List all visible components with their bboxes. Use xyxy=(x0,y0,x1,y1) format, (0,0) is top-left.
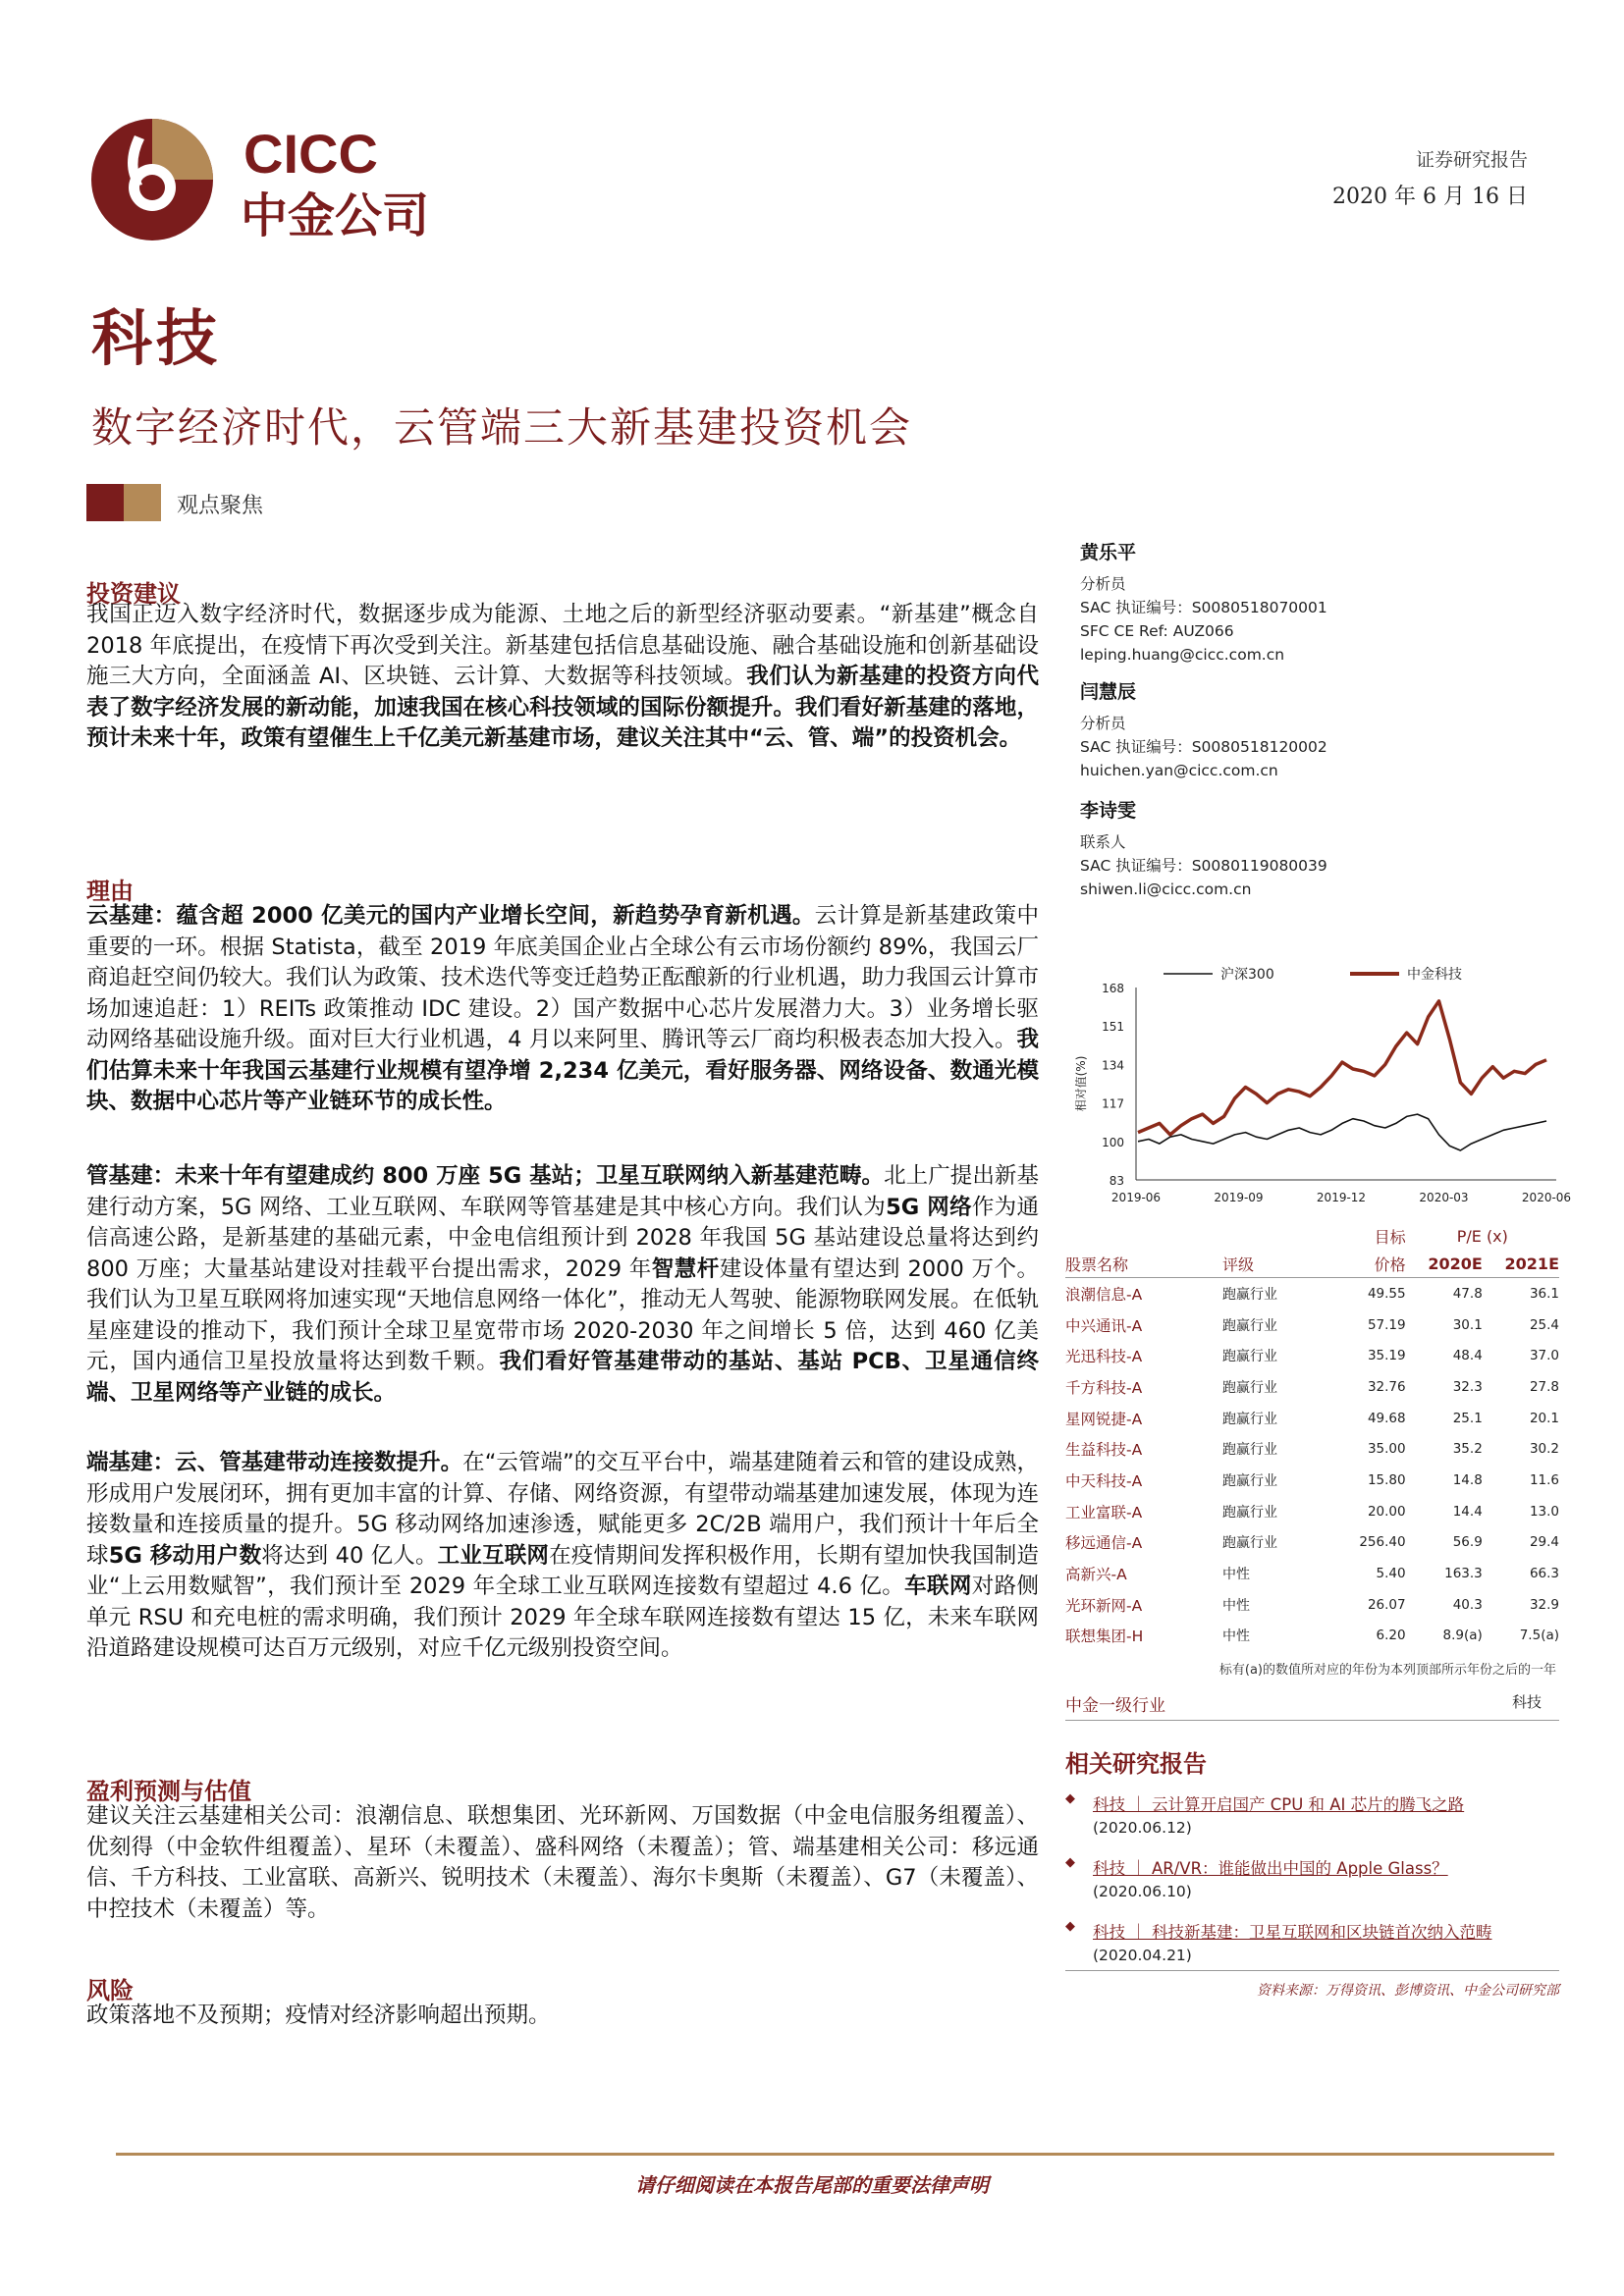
pipe-bold: 管基建：未来十年有望建成约 800 万座 5G 基站；卫星互联网纳入新基建范畴。 xyxy=(86,1163,885,1189)
pipe-text2: 作为通信高速公路，是新基建的基础元素，中金电信组预计到 2028 年我国 5G 基站建设总量将达到约 800 万座；大量基站建设对挂载平台提出需求，2029 年 xyxy=(86,1194,1039,1282)
stock-target-price: 35.19 xyxy=(1367,1348,1406,1364)
table-row xyxy=(1065,1465,1559,1496)
analyst-role: 分析员 xyxy=(1080,715,1126,732)
tag-label: 观点聚焦 xyxy=(177,494,264,518)
invest-bold: 我们认为新基建的投资方向代表了数字经济发展的新动能，加速我国在核心科技领域的国际份额提升。我们看好新基建的落地，预计未来十年，政策有望催生上千亿美元新基建市场，建议关注其中“云、管、端”的投资机会。 xyxy=(86,664,1039,751)
stock-rating: 中性 xyxy=(1222,1629,1250,1645)
section-heading-reason: 理由 xyxy=(86,878,134,905)
stock-name: 光迅科技-A xyxy=(1065,1348,1143,1366)
x-tick-label: 2020-06 xyxy=(1521,1191,1572,1204)
edge-text4: 对路侧单元 RSU 和充电桩的需求明确，我们预计 2029 年全球车联网连接数有望达 15 亿，未来车联网沿道路建设规模可达百万元级别，对应千亿元级别投资空间。 xyxy=(86,1574,1039,1661)
table-row xyxy=(1065,1340,1559,1371)
related-report-link[interactable]: 科技 ｜ AR/VR：谁能做出中国的 Apple Glass？ xyxy=(1093,1859,1448,1878)
stock-rating: 跑赢行业 xyxy=(1222,1411,1277,1427)
stock-target-price: 256.40 xyxy=(1359,1534,1406,1551)
col-2020e: 2020E xyxy=(1428,1254,1483,1273)
table-row xyxy=(1065,1433,1559,1465)
analyst-sac: SAC 执证编号：S0080518120002 xyxy=(1080,738,1327,756)
stock-pe-2021e: 25.4 xyxy=(1529,1316,1559,1333)
divider xyxy=(1065,1970,1559,1971)
related-report-link[interactable]: 科技 ｜ 科技新基建：卫星互联网和区块链首次纳入范畴 xyxy=(1093,1923,1492,1942)
stock-name: 中兴通讯-A xyxy=(1065,1316,1143,1335)
stock-name: 联想集团-H xyxy=(1065,1628,1144,1646)
series-line-0 xyxy=(1138,1114,1546,1150)
x-tick-label: 2019-12 xyxy=(1316,1191,1367,1204)
legend-label: 中金科技 xyxy=(1407,967,1462,983)
analyst-role: 联系人 xyxy=(1080,833,1126,851)
y-tick-label: 100 xyxy=(1102,1135,1124,1149)
pipe-text3: 建设体量有望达到 2000 万个。我们认为卫星互联网将加速实现“天地信息网络一体化”，推动无人驾驶、能源物联网发展。在低轨星座建设的推动下，我们预计全球卫星宽带市场 2020-2030 年之间增长 5 倍，达到 460 亿美元，国内通信卫星投放量将达到数千颗。 xyxy=(86,1255,1039,1374)
report-type: 证券研究报告 xyxy=(1415,149,1528,171)
stock-name: 高新兴-A xyxy=(1065,1566,1127,1584)
section-heading-invest: 投资建议 xyxy=(86,580,181,608)
analyst-name: 黄乐平 xyxy=(1080,542,1137,563)
pipe-paragraph xyxy=(86,1161,1039,1409)
cicc-logo xyxy=(91,116,445,243)
stock-pe-2021e: 7.5(a) xyxy=(1519,1628,1559,1644)
edge-b3: 车联网 xyxy=(904,1574,972,1599)
stock-name: 光环新网-A xyxy=(1065,1596,1143,1615)
stock-pe-2020e: 40.3 xyxy=(1452,1596,1483,1613)
stock-pe-2021e: 66.3 xyxy=(1529,1566,1559,1582)
table-header-row-1 xyxy=(1065,1222,1559,1250)
stock-pe-2020e: 47.8 xyxy=(1406,1278,1483,1309)
chart-legend xyxy=(1164,966,1462,983)
industry-label: 中金一级行业 xyxy=(1065,1696,1165,1716)
related-report-date: (2020.04.21) xyxy=(1093,1947,1192,1964)
pipe-bold2: 我们看好管基建带动的基站、基站 PCB、卫星通信终端、卫星网络等产业链的成长。 xyxy=(86,1349,1039,1406)
legend-label: 沪深300 xyxy=(1220,967,1274,983)
col-2021e: 2021E xyxy=(1504,1254,1559,1273)
y-tick-label: 168 xyxy=(1102,982,1124,995)
edge-text2: 将达到 40 亿人。 xyxy=(261,1542,438,1569)
analyst-email-link[interactable]: leping.huang@cicc.com.cn xyxy=(1080,646,1285,664)
cloud-text: 云计算是新基建政策中重要的一环。根据 Statista，截至 2019 年底美国企业占全球公有云市场份额约 89%，我国云厂商追赶空间仍较大。我们认为政策、技术迭代等变迁趋势正酝酿新的行业机遇，助力我国云计算市场加速追赶：1）REITs 政策推动 IDC 建设。2）国产数据中心芯片发展潜力大。3）业务增长驱动网络基础设施升级。面对巨大行业机遇，4 月以来阿里、腾讯等云厂商均积极表态加大投入。 xyxy=(86,903,1039,1052)
col-target-top: 目标 xyxy=(1374,1227,1406,1247)
source-note: 资料来源：万得资讯、彭博资讯、中金公司研究部 xyxy=(1257,1983,1559,1999)
cloud-bold: 云基建：蕴含超 2000 亿美元的国内产业增长空间，新趋势孕育新机遇。 xyxy=(86,903,815,929)
stock-pe-2020e: 56.9 xyxy=(1452,1534,1483,1551)
y-axis-label: 相对值(%) xyxy=(1074,1055,1088,1112)
stock-target-price: 20.00 xyxy=(1367,1503,1406,1520)
stock-target-price: 15.80 xyxy=(1367,1471,1406,1488)
related-reports-heading: 相关研究报告 xyxy=(1065,1750,1207,1778)
table-row xyxy=(1065,1621,1559,1652)
stock-table xyxy=(1065,1222,1559,1651)
edge-text1: 在“云管端”的交互平台中，端基建随着云和管的建设成熟，形成用户发展闭环，拥有更加丰富的计算、存储、网络资源，有望带动端基建加速发展，体现为连接数量和连接质量的提升。5G 移动网络加速渗透，赋能更多 2C/2B 端用户，我们预计十年后全球 xyxy=(86,1450,1039,1569)
stock-rating: 跑赢行业 xyxy=(1222,1379,1277,1396)
y-tick-label: 117 xyxy=(1102,1096,1124,1111)
analyst-sac: SAC 执证编号：S0080119080039 xyxy=(1080,857,1327,875)
stock-name: 工业富联-A xyxy=(1065,1503,1143,1522)
y-tick-label: 151 xyxy=(1102,1020,1124,1035)
chart-lines xyxy=(1138,1001,1546,1150)
logo-mark xyxy=(91,119,213,240)
stock-target-price: 49.68 xyxy=(1367,1410,1406,1426)
analyst-block-2 xyxy=(1080,677,1327,782)
table-header-row-2 xyxy=(1065,1250,1559,1278)
stock-pe-2020e: 48.4 xyxy=(1452,1348,1483,1364)
risk-paragraph: 政策落地不及预期；疫情对经济影响超出预期。 xyxy=(86,2002,551,2028)
related-report-link[interactable]: 科技 ｜ 云计算开启国产 CPU 和 AI 芯片的腾飞之路 xyxy=(1093,1795,1465,1814)
stock-rating: 跑赢行业 xyxy=(1222,1535,1277,1552)
x-tick-label: 2020-03 xyxy=(1419,1191,1469,1204)
stock-target-price: 49.55 xyxy=(1340,1278,1406,1309)
stock-target-price: 6.20 xyxy=(1376,1628,1406,1644)
analyst-email-link[interactable]: huichen.yan@cicc.com.cn xyxy=(1080,762,1278,779)
stock-pe-2020e: 35.2 xyxy=(1452,1441,1483,1458)
stock-pe-2021e: 32.9 xyxy=(1529,1596,1559,1613)
table-row xyxy=(1065,1309,1559,1341)
pipe-b1: 5G 网络 xyxy=(886,1194,972,1220)
stock-name: 星网锐捷-A xyxy=(1065,1410,1143,1428)
stock-pe-2020e: 32.3 xyxy=(1452,1378,1483,1395)
cloud-paragraph xyxy=(86,901,1039,1118)
analyst-sac: SAC 执证编号：S0080518070001 xyxy=(1080,599,1327,616)
analyst-email-link[interactable]: shiwen.li@cicc.com.cn xyxy=(1080,881,1252,898)
stock-pe-2021e: 27.8 xyxy=(1529,1378,1559,1395)
table-row xyxy=(1065,1278,1559,1309)
table-row xyxy=(1065,1527,1559,1559)
stock-pe-2020e: 163.3 xyxy=(1444,1566,1483,1582)
col-name: 股票名称 xyxy=(1065,1255,1129,1274)
analyst-sfc: SFC CE Ref: AUZ066 xyxy=(1080,622,1234,640)
stock-pe-2020e: 30.1 xyxy=(1452,1316,1483,1333)
y-tick-label: 83 xyxy=(1109,1174,1124,1188)
report-title: 数字经济时代，云管端三大新基建投资机会 xyxy=(91,403,913,452)
stock-rating: 跑赢行业 xyxy=(1222,1349,1277,1365)
divider xyxy=(1065,1720,1559,1721)
stock-pe-2021e: 29.4 xyxy=(1529,1534,1559,1551)
related-report-date: (2020.06.12) xyxy=(1093,1819,1192,1837)
stock-rating: 跑赢行业 xyxy=(1222,1317,1277,1334)
stock-pe-2021e: 37.0 xyxy=(1529,1348,1559,1364)
edge-b1: 5G 移动用户数 xyxy=(108,1542,262,1569)
performance-chart xyxy=(1065,957,1572,1207)
stock-rating: 跑赢行业 xyxy=(1222,1504,1277,1521)
y-tick-label: 134 xyxy=(1102,1058,1124,1073)
stock-name: 千方科技-A xyxy=(1065,1378,1143,1397)
x-tick-label: 2019-09 xyxy=(1214,1191,1264,1204)
table-row xyxy=(1065,1558,1559,1589)
invest-text: 我国正迈入数字经济时代，数据逐步成为能源、土地之后的新型经济驱动要素。“新基建”概念自 2018 年底提出，在疫情下再次受到关注。新基建包括信息基础设施、融合基础设施和创新基础设施三大方向，全面涵盖 AI、区块链、云计算、大数据等科技领域。 xyxy=(86,602,1039,689)
stock-name: 生益科技-A xyxy=(1065,1441,1143,1460)
edge-text3: 在疫情期间发挥积极作用，长期有望加快我国制造业“上云用数赋智”，我们预计至 2029 年全球工业互联网连接数有望超过 4.6 亿。 xyxy=(86,1542,1039,1599)
stock-pe-2021e: 30.2 xyxy=(1529,1441,1559,1458)
stock-target-price: 57.19 xyxy=(1367,1316,1406,1333)
series-line-1 xyxy=(1138,1001,1546,1135)
legal-notice-link[interactable]: 请仔细阅读在本报告尾部的重要法律声明 xyxy=(635,2173,989,2197)
x-tick-label: 2019-06 xyxy=(1110,1191,1162,1204)
stock-rating: 中性 xyxy=(1222,1597,1250,1614)
table-row xyxy=(1065,1496,1559,1527)
stock-name: 浪潮信息-A xyxy=(1065,1278,1222,1309)
edge-paragraph xyxy=(86,1448,1039,1665)
stock-pe-2021e: 11.6 xyxy=(1529,1471,1559,1488)
stock-pe-2021e: 13.0 xyxy=(1529,1503,1559,1520)
stock-target-price: 32.76 xyxy=(1367,1378,1406,1395)
stock-rating: 跑赢行业 xyxy=(1222,1442,1277,1459)
footer-rule xyxy=(116,2153,1554,2156)
profit-paragraph: 建议关注云基建相关公司：浪潮信息、联想集团、光环新网、万国数据（中金电信服务组覆盖）、优刻得（中金软件组覆盖）、星环（未覆盖）、盛科网络（未覆盖）；管、端基建相关公司：移远通信、千方科技、工业富联、高新兴、锐明技术（未覆盖）、海尔卡奥斯（未覆盖）、G7（未覆盖）、中控技术（未覆盖）等。 xyxy=(86,1803,1039,1922)
stock-pe-2020e: 25.1 xyxy=(1452,1410,1483,1426)
table-row xyxy=(1065,1371,1559,1403)
stock-target-price: 26.07 xyxy=(1367,1596,1406,1613)
pipe-text1: 北上广提出新基建行动方案，5G 网络、工业互联网、车联网等管基建是其中核心方向。我们认为 xyxy=(86,1163,1039,1220)
stock-pe-2020e: 8.9(a) xyxy=(1442,1628,1483,1644)
col-pe-top: P/E (x) xyxy=(1456,1226,1508,1246)
col-rating: 评级 xyxy=(1222,1255,1255,1274)
related-report-date: (2020.06.10) xyxy=(1093,1883,1192,1900)
table-row xyxy=(1065,1403,1559,1434)
analyst-role: 分析员 xyxy=(1080,575,1126,593)
related-report-item[interactable] xyxy=(1065,1919,1566,1964)
industry-value: 科技 xyxy=(1512,1693,1543,1711)
related-report-item[interactable] xyxy=(1065,1855,1566,1900)
stock-rating: 跑赢行业 xyxy=(1222,1278,1340,1309)
col-target-bottom: 价格 xyxy=(1374,1255,1406,1274)
chart-axes xyxy=(1073,982,1571,1204)
analyst-name: 李诗雯 xyxy=(1080,800,1137,822)
report-date: 2020 年 6 月 16 日 xyxy=(1332,185,1528,209)
edge-b2: 工业互联网 xyxy=(437,1542,550,1569)
stock-rating: 跑赢行业 xyxy=(1222,1472,1277,1489)
sector-title: 科技 xyxy=(91,302,222,374)
logo-text-cn: 中金公司 xyxy=(241,188,430,243)
section-heading-risk: 风险 xyxy=(86,1977,134,2004)
table-note: 标有(a)的数值所对应的年份为本列顶部所示年份之后的一年 xyxy=(1218,1663,1556,1678)
stock-pe-2020e: 14.4 xyxy=(1452,1503,1483,1520)
stock-pe-2020e: 14.8 xyxy=(1452,1471,1483,1488)
stock-target-price: 35.00 xyxy=(1367,1441,1406,1458)
stock-name: 移远通信-A xyxy=(1065,1534,1143,1553)
section-heading-profit: 盈利预测与估值 xyxy=(86,1778,251,1805)
analyst-block-1 xyxy=(1080,538,1327,667)
stock-name: 中天科技-A xyxy=(1065,1471,1143,1490)
related-report-item[interactable] xyxy=(1065,1791,1566,1837)
cloud-bold2: 我们估算未来十年我国云基建行业规模有望净增 2,234 亿美元，看好服务器、网络设备、数通光模块、数据中心芯片等产业链环节的成长性。 xyxy=(86,1027,1039,1114)
stock-pe-2021e: 36.1 xyxy=(1483,1278,1559,1309)
invest-paragraph xyxy=(86,600,1039,755)
analyst-block-3 xyxy=(1080,796,1327,901)
stock-pe-2021e: 20.1 xyxy=(1529,1410,1559,1426)
analyst-name: 闫慧辰 xyxy=(1080,681,1137,703)
edge-bold: 端基建：云、管基建带动连接数提升。 xyxy=(86,1450,463,1475)
table-row xyxy=(1065,1589,1559,1621)
pipe-b2: 智慧杆 xyxy=(651,1255,720,1282)
stock-rating: 中性 xyxy=(1222,1567,1250,1583)
stock-target-price: 5.40 xyxy=(1376,1566,1406,1582)
logo-text-en: CICC xyxy=(244,123,378,185)
